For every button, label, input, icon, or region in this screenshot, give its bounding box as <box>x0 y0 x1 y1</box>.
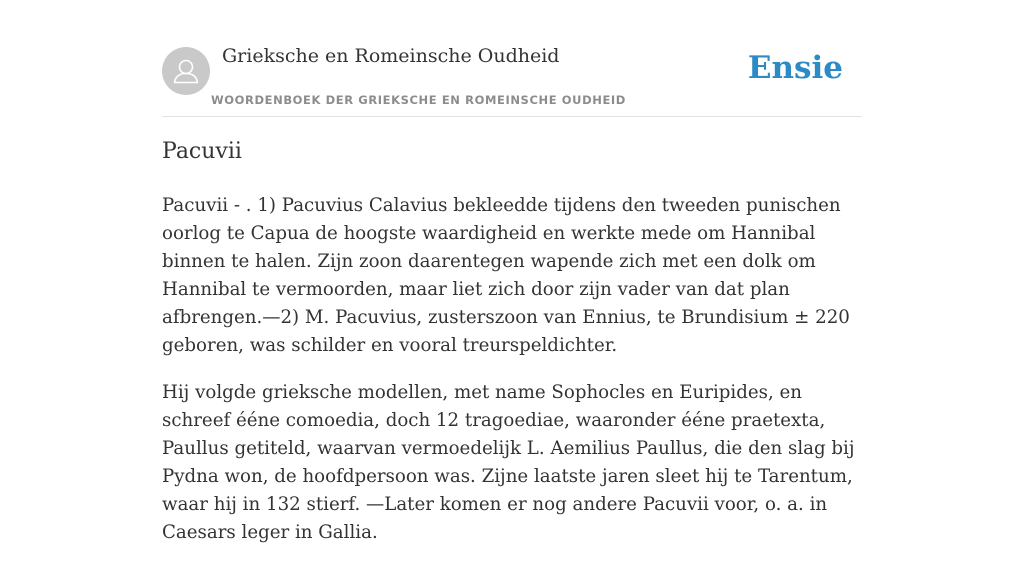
brand-logo-link[interactable]: Ensie <box>747 50 843 86</box>
entry-title: Pacuvii <box>162 139 242 164</box>
content-container <box>162 0 862 543</box>
entry-paragraph: Pacuvii - . 1) Pacuvius Calavius bekleedde tijdens den tweeden punischen oorlog te Capua de hoogste waardigheid en werkte mede om Hannibal binnen te halen. Zijn zoon daarentegen wapende zich met een dolk om Hannibal te vermoorden, maar liet zich door zijn vader van dat plan afbrengen.—2) M. Pacuvius, zusterszoon van Ennius, te Brundisium ± 220 geboren, was schilder en vooral treurspeldichter. <box>162 195 850 356</box>
source-header <box>162 0 862 117</box>
entry-paragraph: Hij volgde grieksche modellen, met name Sophocles en Euripides, en schreef ééne comoedia, doch 12 tragoediae, waaronder ééne praetexta, Paullus getiteld, waarvan vermoedelijk L. Aemilius Paullus, die den slag bij Pydna won, de hoofdpersoon was. Zijne laatste jaren sleet hij te Tarentum, waar hij in 132 stierf. —Later komen er nog andere Pacuvii voor, o. a. in Caesars leger in Gallia. <box>162 382 855 543</box>
entry-body <box>162 192 862 566</box>
user-icon <box>162 47 210 95</box>
source-title-link[interactable]: Grieksche en Romeinsche Oudheid <box>222 45 560 67</box>
source-subtitle: WOORDENBOEK DER GRIEKSCHE EN ROMEINSCHE OUDHEID <box>211 93 626 107</box>
source-avatar[interactable] <box>162 47 210 95</box>
